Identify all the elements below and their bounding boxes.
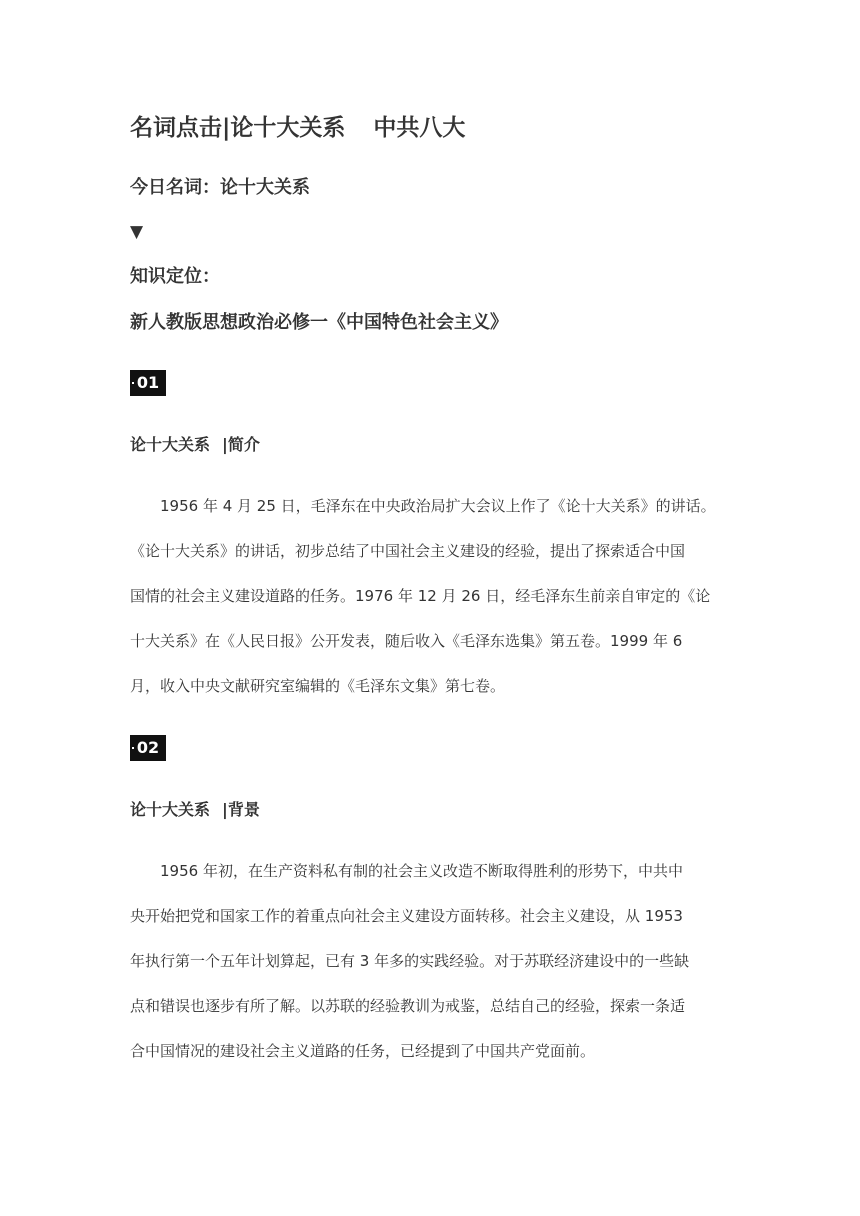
paragraph-line: 1956 年 4 月 25 日，毛泽东在中央政治局扩大会议上作了《论十大关系》的讲话。 bbox=[160, 497, 716, 515]
paragraph-line: 央开始把党和国家工作的着重点向社会主义建设方面转移。社会主义建设，从 1953 bbox=[130, 907, 683, 925]
section-heading-sub: |简介 bbox=[222, 435, 260, 454]
section-number-badge: 01 bbox=[130, 370, 166, 396]
section-paragraph bbox=[130, 484, 730, 709]
knowledge-label: 知识定位： bbox=[130, 266, 220, 287]
paragraph-line: 点和错误也逐步有所了解。以苏联的经验教训为戒鉴，总结自己的经验，探索一条适 bbox=[130, 997, 686, 1015]
paragraph-line: 国情的社会主义建设道路的任务。1976 年 12 月 26 日，经毛泽东生前亲自审定的《论 bbox=[130, 587, 711, 605]
section-heading bbox=[130, 798, 260, 822]
title-tag: 中共八大 bbox=[373, 115, 466, 141]
down-arrow-icon: ▼ bbox=[130, 222, 144, 242]
paragraph-line: 合中国情况的建设社会主义道路的任务，已经提到了中国共产党面前。 bbox=[130, 1042, 596, 1060]
section-paragraph bbox=[130, 849, 730, 1074]
title-main: 名词点击|论十大关系 bbox=[130, 115, 346, 141]
page-title bbox=[130, 112, 465, 144]
paragraph-line: 十大关系》在《人民日报》公开发表，随后收入《毛泽东选集》第五卷。1999 年 6 bbox=[130, 632, 683, 650]
paragraph-line: 《论十大关系》的讲话，初步总结了中国社会主义建设的经验，提出了探索适合中国 bbox=[130, 542, 686, 560]
paragraph-line: 年执行第一个五年计划算起，已有 3 年多的实践经验。对于苏联经济建设中的一些缺 bbox=[130, 952, 690, 970]
section-heading bbox=[130, 433, 260, 457]
section-heading-term: 论十大关系 bbox=[130, 800, 211, 819]
section-heading-term: 论十大关系 bbox=[130, 435, 211, 454]
paragraph-line: 1956 年初，在生产资料私有制的社会主义改造不断取得胜利的形势下，中共中 bbox=[160, 862, 683, 880]
textbook-reference: 新人教版思想政治必修一《中国特色社会主义》 bbox=[130, 312, 508, 333]
section-heading-sub: |背景 bbox=[222, 800, 260, 819]
paragraph-line: 月，收入中央文献研究室编辑的《毛泽东文集》第七卷。 bbox=[130, 677, 506, 695]
section-number-badge: 02 bbox=[130, 735, 166, 761]
today-term: 今日名词：论十大关系 bbox=[130, 177, 310, 198]
